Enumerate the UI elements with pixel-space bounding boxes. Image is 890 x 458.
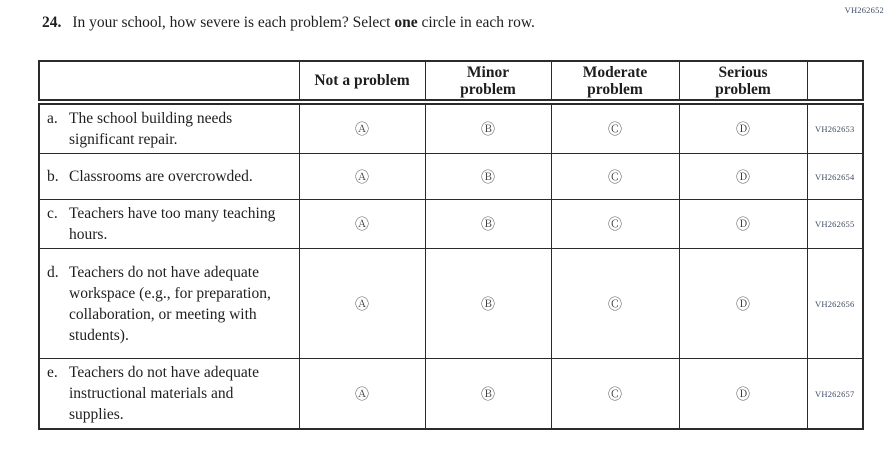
row-e-option-circle-d[interactable]: Ⓓ — [679, 359, 807, 430]
header-statement-blank — [39, 61, 299, 102]
row-a-option-circle-b[interactable]: Ⓑ — [425, 102, 551, 154]
row-a-option-circle-d[interactable]: Ⓓ — [679, 102, 807, 154]
header-row — [39, 61, 863, 102]
statement-c — [39, 200, 299, 249]
row-b-option-circle-c[interactable]: Ⓒ — [551, 154, 679, 200]
question-number: 24. — [42, 14, 62, 31]
header-not-a-problem: Not a problem — [299, 61, 425, 102]
row-a-option-circle-a[interactable]: Ⓐ — [299, 102, 425, 154]
row-d-code: VH262656 — [807, 249, 863, 359]
severity-matrix-table — [38, 60, 864, 430]
row-b-option-circle-d[interactable]: Ⓓ — [679, 154, 807, 200]
question-suffix: circle in each row. — [417, 14, 535, 31]
row-c-option-circle-d[interactable]: Ⓓ — [679, 200, 807, 249]
row-e-code: VH262657 — [807, 359, 863, 430]
header-serious-problem: Serious problem — [679, 61, 807, 102]
header-minor-problem: Minor problem — [425, 61, 551, 102]
table-row-c — [39, 200, 863, 249]
row-statement-text: Classrooms are overcrowded. — [69, 168, 253, 185]
row-c-code: VH262655 — [807, 200, 863, 249]
row-a-option-circle-c[interactable]: Ⓒ — [551, 102, 679, 154]
row-letter: d. — [47, 263, 59, 281]
question-bold-word: one — [394, 14, 418, 31]
row-letter: c. — [47, 205, 58, 222]
question-prefix: In your school, how severe is each problem? Select — [72, 14, 395, 31]
statement-b — [39, 154, 299, 200]
statement-d — [39, 249, 299, 359]
row-letter: a. — [47, 110, 58, 127]
row-c-option-circle-c[interactable]: Ⓒ — [551, 200, 679, 249]
table-row-e — [39, 359, 863, 430]
table-row-d — [39, 249, 863, 359]
row-d-option-circle-d[interactable]: Ⓓ — [679, 249, 807, 359]
row-c-option-circle-b[interactable]: Ⓑ — [425, 200, 551, 249]
row-statement-text: The school building needs significant repair. — [69, 110, 233, 148]
row-b-option-circle-b[interactable]: Ⓑ — [425, 154, 551, 200]
question-text — [42, 14, 535, 32]
row-b-code: VH262654 — [807, 154, 863, 200]
page-accession-code: VH262652 — [844, 5, 884, 15]
row-b-option-circle-a[interactable]: Ⓐ — [299, 154, 425, 200]
header-code-blank — [807, 61, 863, 102]
row-a-code: VH262653 — [807, 102, 863, 154]
row-statement-text: Teachers have too many teaching hours. — [69, 205, 276, 243]
row-e-option-circle-a[interactable]: Ⓐ — [299, 359, 425, 430]
statement-e — [39, 359, 299, 430]
row-d-option-circle-c[interactable]: Ⓒ — [551, 249, 679, 359]
row-d-option-circle-b[interactable]: Ⓑ — [425, 249, 551, 359]
row-statement-text: Teachers do not have adequate workspace (e.g., for preparation, collaboration, or meeting with students). — [69, 263, 271, 344]
statement-a — [39, 102, 299, 154]
row-e-option-circle-b[interactable]: Ⓑ — [425, 359, 551, 430]
header-moderate-problem: Moderate problem — [551, 61, 679, 102]
table-row-b — [39, 154, 863, 200]
row-c-option-circle-a[interactable]: Ⓐ — [299, 200, 425, 249]
table-row-a — [39, 102, 863, 154]
row-letter: e. — [47, 364, 58, 381]
row-statement-text: Teachers do not have adequate instructional materials and supplies. — [69, 364, 259, 423]
row-d-option-circle-a[interactable]: Ⓐ — [299, 249, 425, 359]
row-e-option-circle-c[interactable]: Ⓒ — [551, 359, 679, 430]
row-letter: b. — [47, 168, 59, 185]
